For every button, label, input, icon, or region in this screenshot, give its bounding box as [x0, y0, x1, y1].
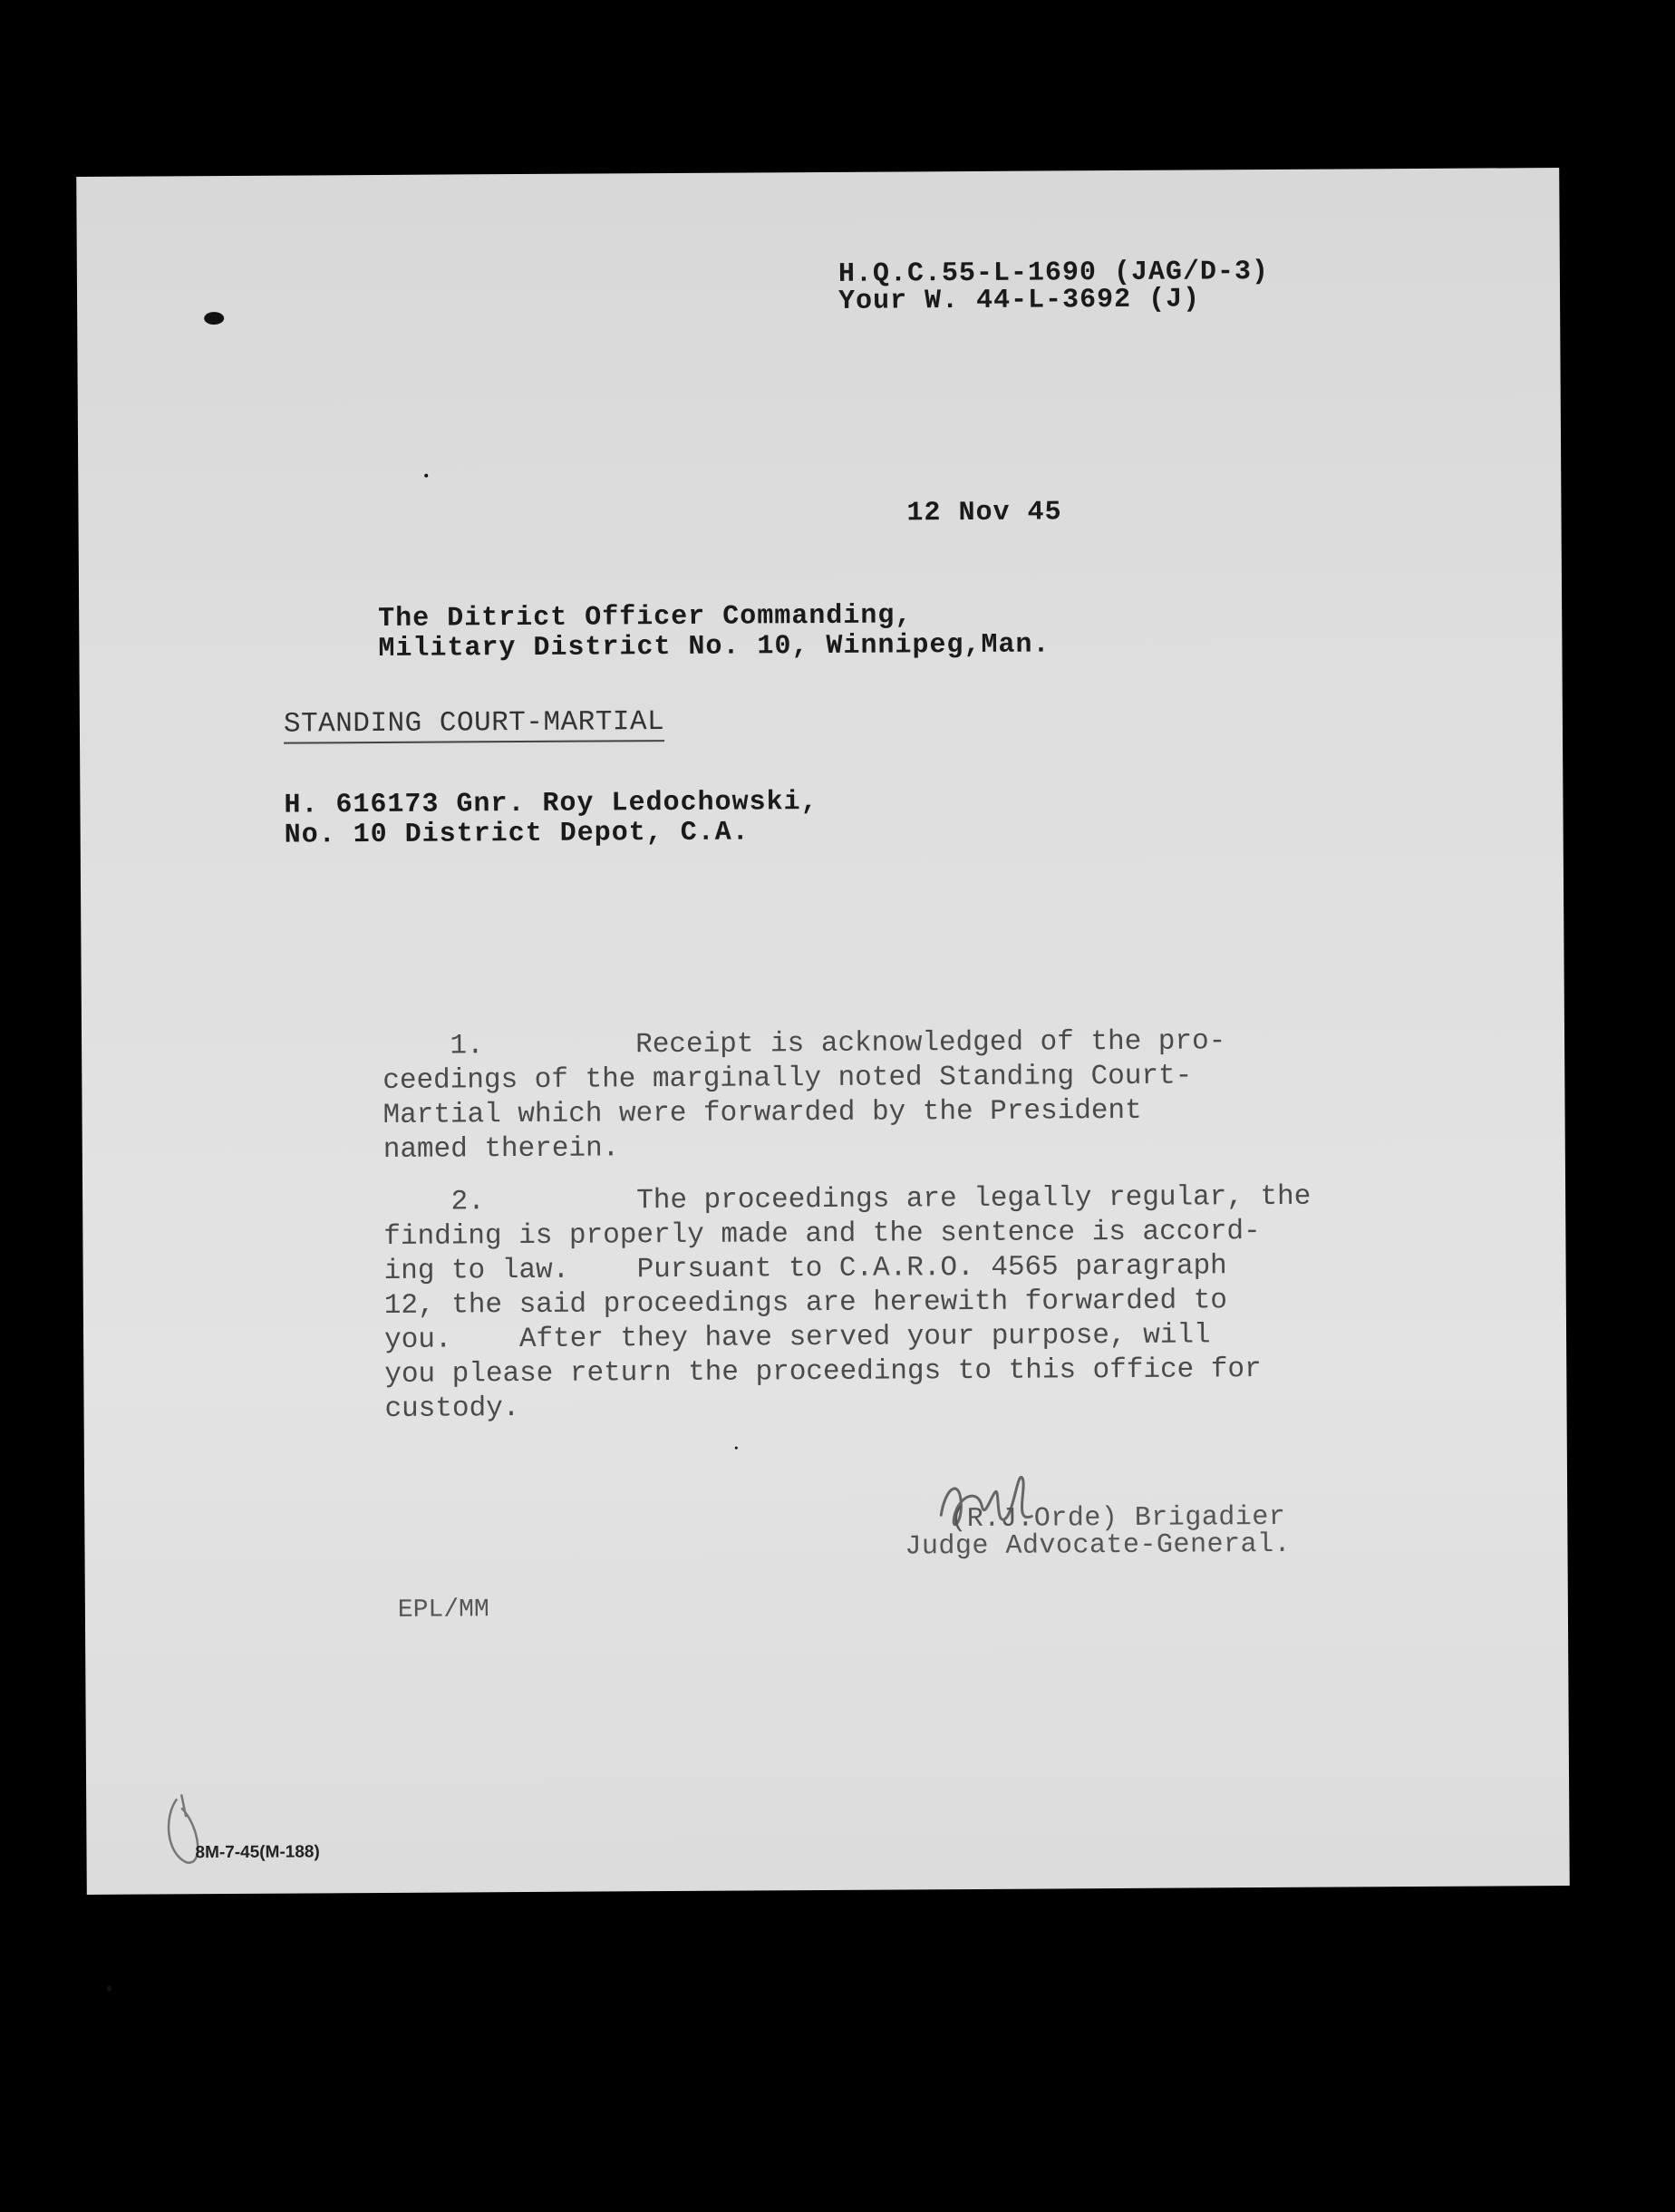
signature-title: Judge Advocate-General. — [905, 1528, 1292, 1563]
paragraph-1-line-4: named therein. — [382, 1132, 620, 1166]
paragraph-2-line-6: you please return the proceedings to this office for — [384, 1353, 1262, 1391]
subject-line-1: H. 616173 Gnr. Roy Ledochowski, — [284, 787, 818, 821]
paragraph-1-line-2: ceedings of the marginally noted Standing Court- — [382, 1060, 1193, 1097]
signature-name: (R.J.Orde) Brigadier — [950, 1501, 1286, 1536]
paragraph-2 — [383, 1146, 1312, 1461]
paragraph-1-line-1: Receipt is acknowledged of the pro- — [635, 1025, 1226, 1062]
paragraph-2-number: 2. — [450, 1186, 485, 1218]
ink-speck — [424, 474, 428, 478]
addressee-line-2: Military District No. 10, Winnipeg,Man. — [378, 629, 1051, 665]
paragraph-1-number: 1. — [450, 1030, 484, 1062]
typist-initials: EPL/MM — [397, 1596, 489, 1625]
letter-date: 12 Nov 45 — [906, 497, 1062, 529]
paragraph-2-line-1: The proceedings are legally regular, the — [636, 1180, 1312, 1218]
paragraph-2-line-5: you. After they have served your purpose, will — [383, 1319, 1211, 1356]
subject-title: STANDING COURT-MARTIAL — [284, 708, 664, 744]
ink-speck — [204, 312, 224, 325]
paragraph-2-line-4: 12, the said proceedings are herewith forwarded to — [383, 1285, 1228, 1322]
subject-line-2: No. 10 District Depot, C.A. — [284, 817, 750, 851]
form-code: 8M-7-45(M-188) — [195, 1842, 320, 1863]
paragraph-1-line-3: Martial which were forwarded by the President — [382, 1094, 1142, 1131]
reference-line-2: Your W. 44-L-3692 (J) — [838, 284, 1201, 317]
addressee-line-1: The Ditrict Officer Commanding, — [378, 600, 913, 635]
document-page — [76, 168, 1570, 1895]
paragraph-2-line-7: custody. — [384, 1392, 520, 1425]
paragraph-2-line-3: ing to law. Pursuant to C.A.R.O. 4565 paragraph — [383, 1250, 1227, 1287]
ink-speck — [107, 1985, 111, 1992]
reference-line-1: H.Q.C.55-L-1690 (JAG/D-3) — [838, 256, 1270, 290]
paragraph-2-line-2: finding is properly made and the sentence is accord- — [383, 1216, 1261, 1253]
